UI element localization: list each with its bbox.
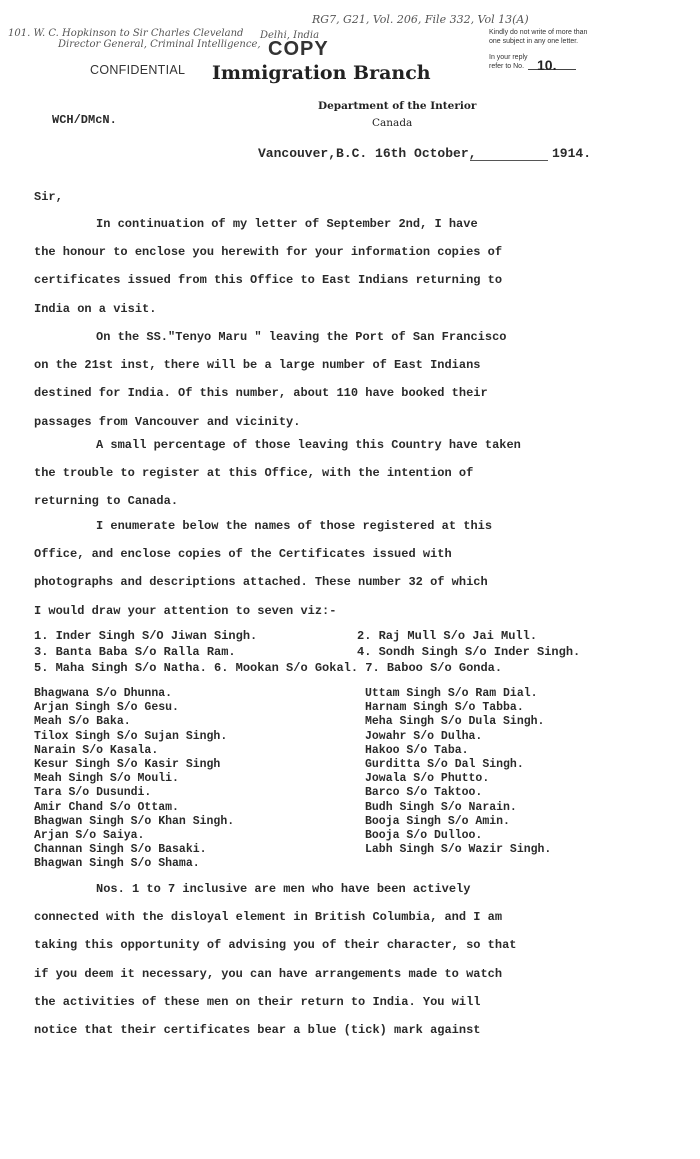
name-entry: Hakoo S/o Taba.: [365, 743, 469, 757]
paragraph-line: notice that their certificates bear a blue (tick) mark against: [34, 1023, 481, 1038]
file-reference: WCH/DMcN.: [52, 113, 117, 127]
name-entry: Jowala S/o Phutto.: [365, 772, 490, 786]
paragraph-3: [34, 431, 654, 516]
paragraph-line: certificates issued from this Office to East Indians returning to: [34, 273, 503, 288]
reply-number: 10.: [537, 57, 557, 73]
paragraph-line: the trouble to register at this Office, with the intention of: [34, 466, 474, 481]
paragraph-line: Nos. 1 to 7 inclusive are men who have been actively: [96, 882, 471, 896]
paragraph-line: if you deem it necessary, you can have arrangements made to watch: [34, 966, 503, 981]
numbered-list-item: 3. Banta Baba S/o Ralla Ram.: [34, 645, 236, 659]
place-date: Vancouver,B.C. 16th October,: [258, 146, 477, 161]
paragraph-line: photographs and descriptions attached. These number 32 of which: [34, 575, 488, 590]
name-entry: Budh Singh S/o Narain.: [365, 800, 517, 814]
paragraph-line: on the 21st inst, there will be a large number of East Indians: [34, 358, 481, 373]
delhi-handwritten: Delhi, India: [260, 30, 320, 41]
instruction-line: In your reply: [489, 54, 528, 61]
name-entry: Barco S/o Taktoo.: [365, 786, 483, 800]
paragraph-line: India on a visit.: [34, 301, 157, 316]
department-heading: Department of the Interior: [318, 100, 477, 112]
copy-stamp: COPY: [268, 38, 329, 60]
name-entry: Tara S/o Dusundi.: [34, 786, 152, 800]
name-entry: Channan Singh S/o Basaki.: [34, 843, 207, 857]
instruction-line: one subject in any one letter.: [489, 38, 579, 45]
name-entry: Uttam Singh S/o Ram Dial.: [365, 687, 538, 700]
date-rule: [470, 160, 548, 161]
paragraph-line: taking this opportunity of advising you of their character, so that: [34, 938, 517, 953]
name-entry: Labh Singh S/o Wazir Singh.: [365, 843, 552, 857]
name-entry: Bhagwan Singh S/o Khan Singh.: [34, 814, 235, 828]
archive-reference-handwritten: RG7, G21, Vol. 206, File 332, Vol 13(A): [312, 13, 529, 26]
paragraph-line: returning to Canada.: [34, 494, 179, 509]
instruction-line: Kindly do not write of more than: [489, 29, 588, 36]
instruction-line: refer to No.: [489, 63, 525, 70]
salutation: Sir,: [34, 190, 63, 204]
numbered-list-item: 2. Raj Mull S/o Jai Mull.: [357, 629, 538, 643]
numbered-list-item: 5. Maha Singh S/o Natha. 6. Mookan S/o Gokal. 7. Baboo S/o Gonda.: [34, 661, 503, 675]
paragraph-line: I enumerate below the names of those registered at this: [96, 519, 493, 533]
name-entry: Booja S/o Dulloo.: [365, 829, 483, 843]
name-entry: Amir Chand S/o Ottam.: [34, 800, 179, 814]
name-entry: Meha Singh S/o Dula Singh.: [365, 715, 545, 729]
name-entry: Meah S/o Baka.: [34, 715, 131, 729]
name-entry: Arjan S/o Saiya.: [34, 829, 145, 843]
paragraph-line: connected with the disloyal element in British Columbia, and I am: [34, 910, 503, 925]
date-year: 1914.: [552, 146, 592, 161]
name-entry: Booja Singh S/o Amin.: [365, 814, 510, 828]
paragraph-line: passages from Vancouver and vicinity.: [34, 414, 301, 429]
paragraph-line: In continuation of my letter of September 2nd, I have: [96, 217, 478, 231]
paragraph-4: [34, 512, 654, 625]
names-left-column: [34, 687, 234, 872]
addressee-line: Director General, Criminal Intelligence,: [58, 39, 261, 50]
numbered-list-item: 1. Inder Singh S/O Jiwan Singh.: [34, 629, 258, 643]
paragraph-line: Office, and enclose copies of the Certificates issued with: [34, 547, 452, 562]
name-entry: Tilox Singh S/o Sujan Singh.: [34, 729, 228, 743]
addressee-handwritten: [8, 28, 261, 50]
paragraph-1: [34, 210, 654, 323]
paragraph-line: the honour to enclose you herewith for your information copies of: [34, 245, 503, 260]
name-entry: Harnam Singh S/o Tabba.: [365, 701, 524, 715]
country-heading: Canada: [372, 117, 413, 129]
confidential-stamp: CONFIDENTIAL: [90, 63, 186, 77]
branch-heading: Immigration Branch: [212, 62, 431, 84]
paragraph-2: [34, 323, 654, 436]
addressee-line: 101. W. C. Hopkinson to Sir Charles Cleveland: [8, 28, 244, 39]
paragraph-line: I would draw your attention to seven viz:-: [34, 603, 337, 618]
name-entry: Kesur Singh S/o Kasir Singh: [34, 758, 221, 772]
name-entry: Jowahr S/o Dulha.: [365, 729, 483, 743]
paragraph-line: A small percentage of those leaving this Country have taken: [96, 438, 521, 452]
paragraph-5: [34, 875, 654, 1044]
names-right-column: [365, 687, 551, 857]
name-entry: Meah Singh S/o Mouli.: [34, 772, 179, 786]
paragraph-line: On the SS."Tenyo Maru " leaving the Port of San Francisco: [96, 330, 507, 344]
numbered-list-item: 4. Sondh Singh S/o Inder Singh.: [357, 645, 581, 659]
name-entry: Narain S/o Kasala.: [34, 743, 159, 757]
name-entry: Bhagwan Singh S/o Shama.: [34, 857, 200, 871]
name-entry: Arjan Singh S/o Gesu.: [34, 701, 179, 715]
paragraph-line: the activities of these men on their return to India. You will: [34, 994, 481, 1009]
paragraph-line: destined for India. Of this number, about 110 have booked their: [34, 386, 488, 401]
name-entry: Bhagwana S/o Dhunna.: [34, 687, 173, 700]
name-entry: Gurditta S/o Dal Singh.: [365, 758, 524, 772]
